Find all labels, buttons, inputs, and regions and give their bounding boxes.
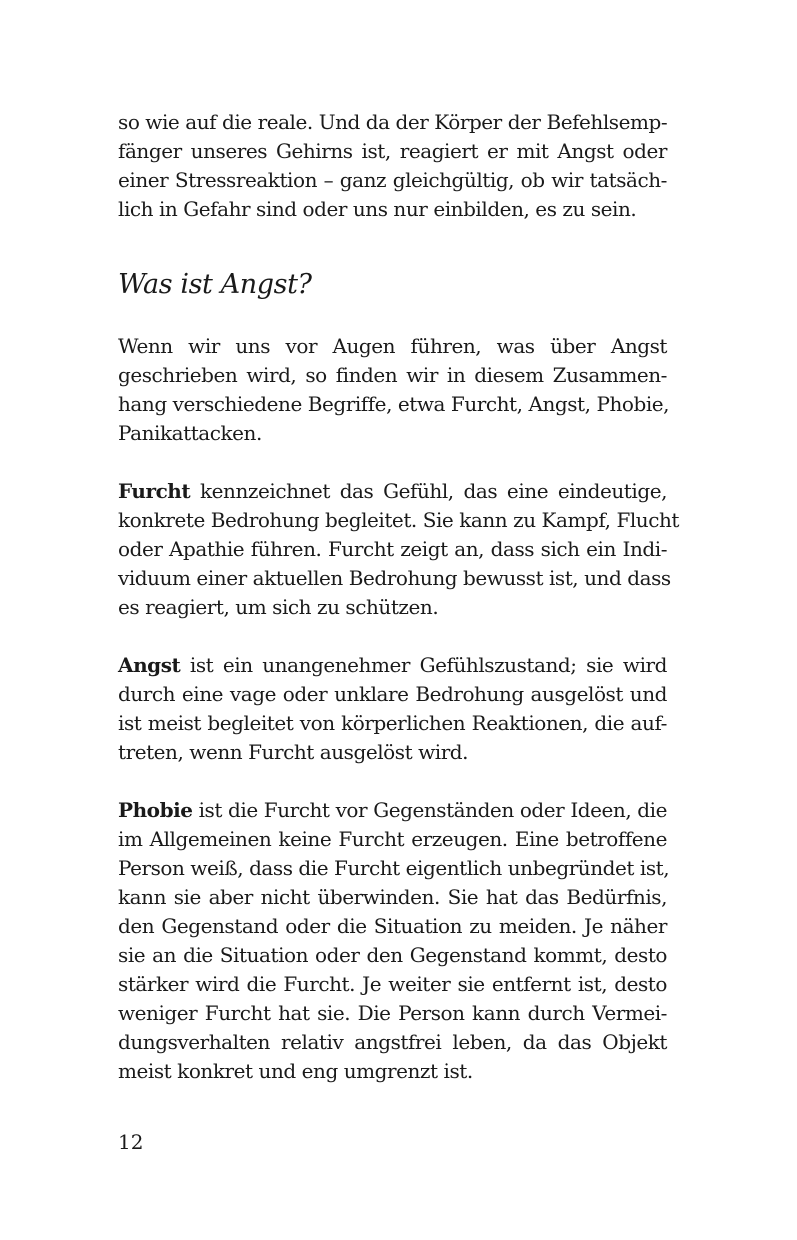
furcht-paragraph — [118, 477, 680, 622]
text-line: meist konkret und eng umgrenzt ist. — [118, 1059, 473, 1083]
term-furcht: Furcht — [118, 479, 191, 503]
text-line — [118, 477, 667, 506]
text-line: kann sie aber nicht überwinden. Sie hat das Bedürfnis, — [118, 885, 667, 909]
text-fragment: kennzeichnet das Gefühl, das eine eindeutige, — [190, 479, 667, 503]
text-line: im Allgemeinen keine Furcht erzeugen. Eine betroffene — [118, 827, 667, 851]
text-line: ist meist begleitet von körperlichen Reaktionen, die auf- — [118, 711, 667, 735]
section-heading: Was ist Angst? — [118, 269, 312, 300]
text-line: konkrete Bedrohung begleitet. Sie kann zu Kampf, Flucht — [118, 508, 680, 532]
text-line: oder Apathie führen. Furcht zeigt an, dass sich ein Indi- — [118, 537, 667, 561]
text-line: es reagiert, um sich zu schützen. — [118, 595, 439, 619]
angst-paragraph — [118, 651, 667, 767]
text-line: Person weiß, dass die Furcht eigentlich unbegründet ist, — [118, 856, 670, 880]
text-fragment: ist die Furcht vor Gegenständen oder Ideen, die — [192, 798, 667, 822]
phobie-paragraph — [118, 796, 670, 1086]
intro-paragraph — [118, 108, 667, 224]
text-line: geschrieben wird, so finden wir in diesem Zusammen- — [118, 363, 667, 387]
text-line: stärker wird die Furcht. Je weiter sie entfernt ist, desto — [118, 972, 667, 996]
text-line: lich in Gefahr sind oder uns nur einbilden, es zu sein. — [118, 197, 637, 221]
text-line: sie an die Situation oder den Gegenstand kommt, desto — [118, 943, 667, 967]
term-phobie: Phobie — [118, 798, 193, 822]
text-line: Panikattacken. — [118, 421, 262, 445]
text-line: so wie auf die reale. Und da der Körper der Befehlsemp- — [118, 110, 668, 134]
term-angst: Angst — [118, 653, 181, 677]
page-body — [118, 108, 680, 1115]
text-line — [118, 796, 667, 825]
text-line: den Gegenstand oder die Situation zu meiden. Je näher — [118, 914, 667, 938]
text-fragment: ist ein unangenehmer Gefühlszustand; sie wird — [180, 653, 667, 677]
text-line: dungsverhalten relativ angstfrei leben, da das Objekt — [118, 1030, 667, 1054]
text-line: einer Stressreaktion – ganz gleichgültig, ob wir tatsäch- — [118, 168, 667, 192]
text-line — [118, 651, 667, 680]
text-line: Wenn wir uns vor Augen führen, was über Angst — [118, 334, 667, 358]
intro-definitions-paragraph — [118, 332, 670, 448]
text-line: fänger unseres Gehirns ist, reagiert er mit Angst oder — [118, 139, 667, 163]
text-line: hang verschiedene Begriffe, etwa Furcht, Angst, Phobie, — [118, 392, 670, 416]
text-line: weniger Furcht hat sie. Die Person kann durch Vermei- — [118, 1001, 667, 1025]
text-line: durch eine vage oder unklare Bedrohung ausgelöst und — [118, 682, 667, 706]
page-number: 12 — [118, 1130, 144, 1154]
text-line: treten, wenn Furcht ausgelöst wird. — [118, 740, 469, 764]
text-line: viduum einer aktuellen Bedrohung bewusst ist, und dass — [118, 566, 671, 590]
